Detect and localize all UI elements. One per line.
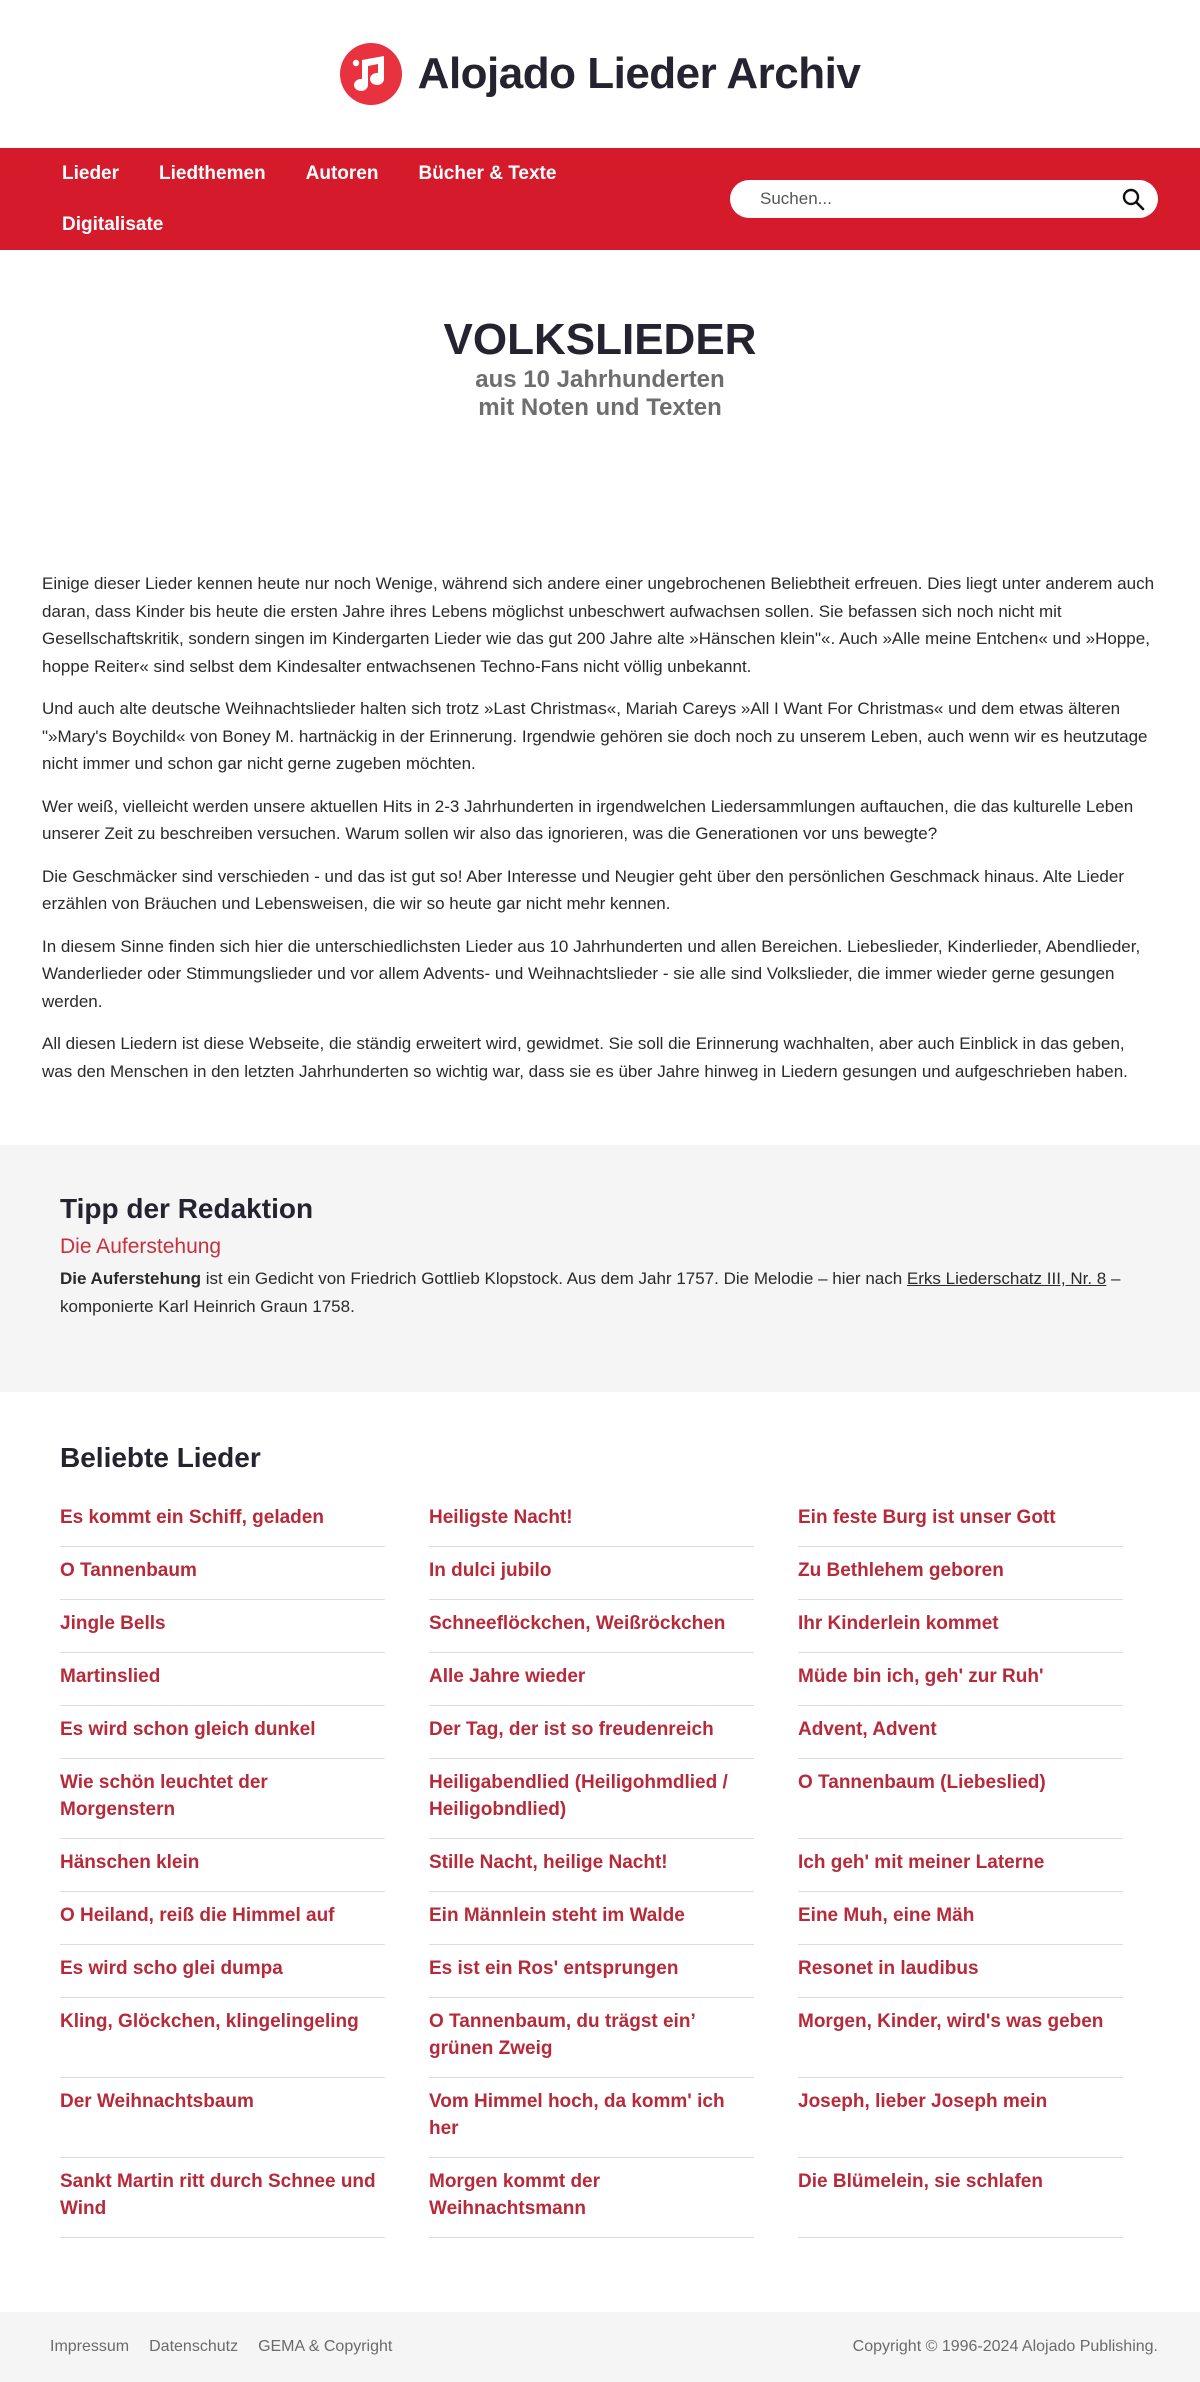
intro-paragraph: Wer weiß, vielleicht werden unsere aktuellen Hits in 2-3 Jahrhunderten in irgendwelchen Liedersammlungen auftauchen, die das kulturelle Leben unserer Zeit zu beschreiben versuchen. Warum sollen wir also das ignorieren, was die Generationen vor uns bewegte? xyxy=(42,796,1134,843)
footer-link-gema-copyright[interactable]: GEMA & Copyright xyxy=(258,2338,393,2355)
song-list-item xyxy=(798,1653,1123,1706)
song-link[interactable]: Wie schön leuchtet der Morgenstern xyxy=(60,1772,268,1820)
song-list-item xyxy=(60,2078,385,2158)
song-list-item xyxy=(60,1547,385,1600)
page-title: VOLKSLIEDER xyxy=(443,315,757,364)
song-list-item xyxy=(60,1839,385,1892)
song-link[interactable]: Der Weihnachtsbaum xyxy=(60,2091,254,2112)
copyright-notice: Copyright © 1996-2024 Alojado Publishing. xyxy=(852,2338,1158,2355)
song-list-item xyxy=(429,1998,754,2078)
song-list-item xyxy=(798,1600,1123,1653)
song-list-item xyxy=(60,1759,385,1839)
song-grid xyxy=(60,1494,1140,2238)
editor-tip-heading: Tipp der Redaktion xyxy=(60,1193,314,1224)
song-list-item xyxy=(429,2078,754,2158)
song-link[interactable]: In dulci jubilo xyxy=(429,1560,552,1581)
song-link[interactable]: Müde bin ich, geh' zur Ruh' xyxy=(798,1666,1044,1687)
song-link[interactable]: Morgen, Kinder, wird's was geben xyxy=(798,2011,1104,2032)
editor-tip-text xyxy=(60,1265,1140,1320)
intro-paragraph: Einige dieser Lieder kennen heute nur noch Wenige, während sich andere einer ungebrochenen Beliebtheit erfreuen. Dies liegt unter anderem auch daran, dass Kinder bis heute die ersten Jahre ihres Lebens möglichst unbeschwert aufwachsen sollen. Sie befassen sich noch nicht mit Gesellschaftskritik, sondern singen im Kindergarten Lieder wie das gut 200 Jahre alte »Hänschen klein"«. Auch »Alle meine Entchen« und »Hoppe, hoppe Reiter« sind selbst dem Kindesalter entwachsenen Techno-Fans nicht völlig unbekannt. xyxy=(42,574,1155,676)
song-list-item xyxy=(429,1547,754,1600)
song-link[interactable]: Ein Männlein steht im Walde xyxy=(429,1905,685,1926)
song-link[interactable]: Hänschen klein xyxy=(60,1852,200,1873)
footer-links xyxy=(50,2338,392,2356)
song-list-item xyxy=(798,1759,1123,1839)
song-link[interactable]: Morgen kommt der Weihnachtsmann xyxy=(429,2171,601,2219)
song-list-item xyxy=(60,1494,385,1547)
song-list-item xyxy=(60,1998,385,2078)
song-list-item xyxy=(60,1600,385,1653)
nav-item-lieder[interactable]: Lieder xyxy=(62,163,120,184)
song-link[interactable]: Es wird scho glei dumpa xyxy=(60,1958,283,1979)
search-button[interactable] xyxy=(1120,186,1146,212)
popular-songs-heading: Beliebte Lieder xyxy=(60,1442,261,1473)
song-list-item xyxy=(429,1600,754,1653)
intro-paragraph: Die Geschmäcker sind verschieden - und das ist gut so! Aber Interesse und Neugier geht über den persönlichen Geschmack hinaus. Alte Lieder erzählen von Bräuchen und Lebensweisen, die wir so heute gar nicht mehr kennen. xyxy=(42,866,1124,913)
song-link[interactable]: Heiligste Nacht! xyxy=(429,1507,573,1528)
music-note-logo-icon xyxy=(340,43,402,105)
song-link[interactable]: Die Blümelein, sie schlafen xyxy=(798,2171,1043,2192)
song-link[interactable]: Kling, Glöckchen, klingelingeling xyxy=(60,2011,359,2032)
song-link[interactable]: Es kommt ein Schiff, geladen xyxy=(60,1507,324,1528)
song-link[interactable]: Ihr Kinderlein kommet xyxy=(798,1613,999,1634)
song-list-item xyxy=(60,1892,385,1945)
song-link[interactable]: Ein feste Burg ist unser Gott xyxy=(798,1507,1056,1528)
footer-link-datenschutz[interactable]: Datenschutz xyxy=(149,2338,239,2355)
song-list-item xyxy=(429,1653,754,1706)
song-link[interactable]: O Tannenbaum (Liebeslied) xyxy=(798,1772,1046,1793)
editor-tip-source-link[interactable]: Erks Liederschatz III, Nr. 8 xyxy=(906,1269,1107,1288)
song-link[interactable]: Zu Bethlehem geboren xyxy=(798,1560,1004,1581)
song-list-item xyxy=(60,1706,385,1759)
site-header xyxy=(0,0,1200,148)
intro-paragraph: Und auch alte deutsche Weihnachtslieder halten sich trotz »Last Christmas«, Mariah Careys »All I Want For Christmas« und dem etwas älteren "»Mary's Boychild« von Boney M. hartnäckig in der Erinnerung. Irgendwie gehören sie doch noch zu unserem Leben, auch wenn wir es heutzutage nicht immer und schon gar nicht gerne zugeben möchten. xyxy=(42,699,1148,773)
song-list-item xyxy=(60,1945,385,1998)
song-link[interactable]: Es ist ein Ros' entsprungen xyxy=(429,1958,679,1979)
editor-tip-bold: Die Auferstehung xyxy=(60,1269,202,1288)
song-list-item xyxy=(429,1839,754,1892)
nav-links xyxy=(42,148,642,250)
song-list-item xyxy=(798,1706,1123,1759)
main-navigation xyxy=(0,148,1200,250)
search-input[interactable] xyxy=(760,189,1120,209)
song-list-item xyxy=(798,1839,1123,1892)
song-link[interactable]: Eine Muh, eine Mäh xyxy=(798,1905,975,1926)
nav-item-digitalisate[interactable]: Digitalisate xyxy=(62,214,164,235)
song-list-item xyxy=(798,1945,1123,1998)
song-list-item xyxy=(798,2158,1123,2238)
song-list-item xyxy=(429,1706,754,1759)
song-list-item xyxy=(798,1494,1123,1547)
song-link[interactable]: Heiligabendlied (Heiligohmdlied / Heiligobndlied) xyxy=(429,1772,728,1820)
hero xyxy=(0,250,1200,570)
song-list-item xyxy=(429,1892,754,1945)
song-link[interactable]: Der Tag, der ist so freudenreich xyxy=(429,1719,714,1740)
brand-home-link[interactable] xyxy=(340,43,861,105)
search-icon xyxy=(1121,187,1145,211)
song-link[interactable]: Advent, Advent xyxy=(798,1719,937,1740)
editor-tip xyxy=(0,1145,1200,1392)
footer-link-impressum[interactable]: Impressum xyxy=(50,2338,130,2355)
song-link[interactable]: Joseph, lieber Joseph mein xyxy=(798,2091,1048,2112)
intro-paragraph: All diesen Liedern ist diese Webseite, die ständig erweitert wird, gewidmet. Sie soll die Erinnerung wachhalten, aber auch Einblick in das geben, was den Menschen in den letzten Jahrhunderten so wichtig war, dass sie es über Jahre hinweg in Liedern gesungen und aufgeschrieben haben. xyxy=(42,1034,1128,1081)
song-link[interactable]: O Heiland, reiß die Himmel auf xyxy=(60,1905,335,1926)
hero-subtitle-line1: aus 10 Jahrhunderten xyxy=(475,366,725,393)
site-title: Alojado Lieder Archiv xyxy=(417,49,861,98)
song-link[interactable]: Martinslied xyxy=(60,1666,161,1687)
editor-tip-song-link[interactable]: Die Auferstehung xyxy=(60,1235,222,1258)
search-box xyxy=(730,180,1158,218)
song-link[interactable]: Sankt Martin ritt durch Schnee und Wind xyxy=(60,2171,376,2219)
nav-item-autoren[interactable]: Autoren xyxy=(305,163,379,184)
song-link[interactable]: Schneeflöckchen, Weißröckchen xyxy=(429,1613,726,1634)
song-list-item xyxy=(429,1759,754,1839)
song-list-item xyxy=(60,1653,385,1706)
site-footer xyxy=(0,2312,1200,2382)
song-link[interactable]: Alle Jahre wieder xyxy=(429,1666,586,1687)
nav-item-buecher-texte[interactable]: Bücher & Texte xyxy=(418,163,557,184)
hero-subtitle-line2: mit Noten und Texten xyxy=(478,394,722,421)
song-link[interactable]: O Tannenbaum, du trägst ein’ grünen Zweig xyxy=(429,2011,695,2059)
song-list-item xyxy=(429,2158,754,2238)
song-list-item xyxy=(798,2078,1123,2158)
song-link[interactable]: Ich geh' mit meiner Laterne xyxy=(798,1852,1045,1873)
nav-item-liedthemen[interactable]: Liedthemen xyxy=(159,163,266,184)
popular-songs xyxy=(0,1392,1200,2312)
intro-paragraph: In diesem Sinne finden sich hier die unterschiedlichsten Lieder aus 10 Jahrhunderten und allen Bereichen. Liebeslieder, Kinderlieder, Abendlieder, Wanderlieder oder Stimmungslieder und vor allem Advents- und Weihnachtslieder - sie alle sind Volkslieder, die immer wieder gerne gesungen werden. xyxy=(42,936,1141,1011)
song-link[interactable]: Vom Himmel hoch, da komm' ich her xyxy=(429,2091,725,2139)
song-link[interactable]: Es wird schon gleich dunkel xyxy=(60,1719,316,1740)
editor-tip-text-part2: – komponierte Karl Heinrich Graun 1758. xyxy=(60,1269,1121,1316)
song-list-item xyxy=(429,1494,754,1547)
song-link[interactable]: O Tannenbaum xyxy=(60,1560,197,1581)
song-list-item xyxy=(798,1547,1123,1600)
editor-tip-text-part1: ist ein Gedicht von Friedrich Gottlieb Klopstock. Aus dem Jahr 1757. Die Melodie – hier nach xyxy=(201,1269,907,1288)
song-list-item xyxy=(60,2158,385,2238)
song-link[interactable]: Jingle Bells xyxy=(60,1613,166,1634)
song-link[interactable]: Resonet in laudibus xyxy=(798,1958,979,1979)
song-link[interactable]: Stille Nacht, heilige Nacht! xyxy=(429,1852,668,1873)
song-list-item xyxy=(798,1998,1123,2078)
intro-text xyxy=(0,570,1200,1145)
song-list-item xyxy=(798,1892,1123,1945)
song-list-item xyxy=(429,1945,754,1998)
